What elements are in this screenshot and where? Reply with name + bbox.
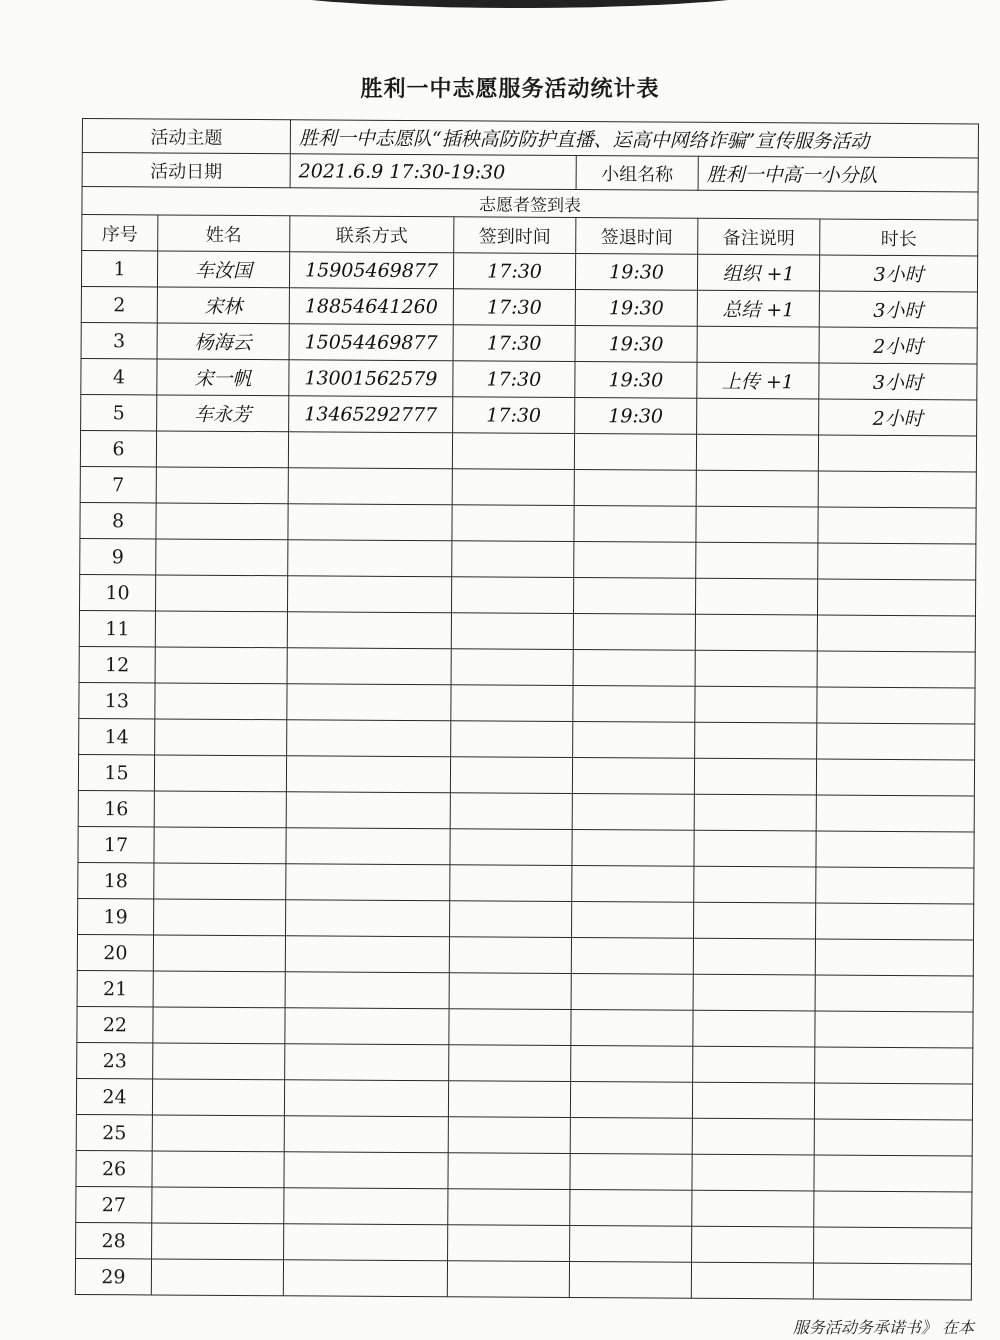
table-row [81, 286, 977, 327]
volunteer-phone [285, 972, 449, 1009]
volunteer-name [154, 863, 286, 900]
signin-time [450, 757, 572, 794]
signout-time [574, 506, 696, 543]
date-row [82, 153, 978, 192]
row-number: 15 [78, 754, 154, 790]
theme-value: 胜利一中志愿队“插秧高防防护直播、运高中网络诈骗”宣传服务活动 [290, 120, 978, 158]
volunteer-name [154, 791, 286, 828]
note [692, 1154, 814, 1191]
duration [815, 1011, 973, 1048]
table-row [80, 538, 976, 579]
signout-time [570, 1082, 692, 1119]
duration [816, 831, 974, 868]
row-number: 9 [80, 538, 156, 574]
volunteer-name [152, 1115, 284, 1152]
duration [818, 507, 976, 544]
table-row [79, 682, 975, 723]
column-header-row [82, 215, 978, 256]
row-number: 26 [76, 1150, 152, 1186]
table-row [78, 862, 974, 903]
col-header-contact: 联系方式 [290, 216, 454, 253]
signout-time [572, 866, 694, 903]
note [694, 758, 816, 795]
duration [814, 1227, 972, 1264]
signin-time [448, 1153, 570, 1190]
signin-time [451, 577, 573, 614]
signin-time [451, 685, 573, 722]
volunteer-name [154, 899, 286, 936]
row-number: 10 [79, 574, 155, 610]
note [695, 650, 817, 687]
duration [814, 1155, 972, 1192]
signout-time [572, 902, 694, 939]
volunteer-name [152, 1079, 284, 1116]
volunteer-name: 宋林 [157, 287, 289, 324]
signout-time [572, 794, 694, 831]
volunteer-phone [287, 612, 451, 649]
row-number: 20 [77, 934, 153, 970]
row-number: 13 [79, 682, 155, 718]
volunteer-phone [286, 756, 450, 793]
volunteer-phone [286, 900, 450, 937]
volunteer-phone [286, 864, 450, 901]
duration [817, 687, 975, 724]
note [695, 578, 817, 615]
signout-time [570, 1226, 692, 1263]
duration: 3小时 [819, 363, 977, 400]
note: 上传 +1 [697, 362, 819, 399]
table-row [79, 610, 975, 651]
table-row [81, 322, 977, 363]
signout-time [572, 830, 694, 867]
date-label: 活动日期 [82, 153, 290, 188]
row-number: 11 [79, 610, 155, 646]
signout-time [570, 1190, 692, 1227]
signout-time [574, 434, 696, 471]
note [696, 434, 818, 471]
row-number: 16 [78, 790, 154, 826]
signin-time [449, 1009, 571, 1046]
table-row [76, 1114, 972, 1155]
volunteer-name [155, 719, 287, 756]
note [693, 1010, 815, 1047]
duration [814, 1119, 972, 1156]
volunteer-name [155, 683, 287, 720]
table-row [77, 1042, 973, 1083]
row-number: 23 [77, 1042, 153, 1078]
volunteer-name [155, 647, 287, 684]
row-number: 4 [81, 358, 157, 394]
note [694, 902, 816, 939]
note [694, 866, 816, 903]
signin-time [449, 1045, 571, 1082]
duration [813, 1263, 971, 1300]
table-row [76, 1186, 972, 1227]
table-row [81, 394, 977, 435]
signout-time: 19:30 [575, 362, 697, 399]
volunteer-phone [288, 432, 452, 469]
row-number: 28 [76, 1222, 152, 1258]
col-header-name: 姓名 [158, 215, 290, 252]
volunteer-name [152, 1187, 284, 1224]
duration [814, 1191, 972, 1228]
volunteer-phone [287, 648, 451, 685]
note [692, 1226, 814, 1263]
table-row [78, 898, 974, 939]
volunteer-phone: 15905469877 [289, 252, 453, 289]
row-number: 3 [81, 322, 157, 358]
signin-time [452, 541, 574, 578]
table-row [80, 502, 976, 543]
table-row [77, 934, 973, 975]
col-header-no: 序号 [82, 215, 158, 251]
duration [815, 1047, 973, 1084]
note [692, 1118, 814, 1155]
row-number: 25 [76, 1114, 152, 1150]
row-number: 19 [78, 898, 154, 934]
duration [817, 723, 975, 760]
table-row [78, 754, 974, 795]
duration [815, 975, 973, 1012]
signout-time [570, 1154, 692, 1191]
note [695, 614, 817, 651]
signin-time [452, 433, 574, 470]
signout-time: 19:30 [575, 398, 697, 435]
volunteer-phone [284, 1080, 448, 1117]
signout-time [571, 1010, 693, 1047]
volunteer-name [155, 611, 287, 648]
note [693, 974, 815, 1011]
volunteer-name: 宋一帆 [157, 359, 289, 396]
note: 总结 +1 [697, 290, 819, 327]
row-number: 7 [80, 466, 156, 502]
row-number: 1 [81, 251, 157, 287]
volunteer-name: 杨海云 [157, 323, 289, 360]
signout-time [570, 1118, 692, 1155]
volunteer-phone [284, 1188, 448, 1225]
note [695, 722, 817, 759]
volunteer-name [153, 971, 285, 1008]
table-row [77, 1006, 973, 1047]
volunteer-name [156, 467, 288, 504]
signout-time [574, 470, 696, 507]
signin-time [451, 721, 573, 758]
signout-time [574, 542, 696, 579]
table-row [81, 251, 977, 292]
row-number: 18 [78, 862, 154, 898]
signin-time: 17:30 [453, 361, 575, 398]
signin-time [451, 649, 573, 686]
signout-time: 19:30 [575, 254, 697, 291]
duration: 2小时 [819, 399, 977, 436]
row-number: 5 [81, 394, 157, 430]
row-number: 17 [78, 826, 154, 862]
note [694, 830, 816, 867]
signin-time: 17:30 [453, 289, 575, 326]
volunteer-name [154, 755, 286, 792]
volunteer-name [152, 1151, 284, 1188]
note [696, 470, 818, 507]
volunteer-phone [288, 540, 452, 577]
table-row [75, 1258, 971, 1299]
row-number: 27 [76, 1186, 152, 1222]
volunteer-name [152, 1223, 284, 1260]
row-number: 6 [80, 430, 156, 466]
duration [818, 471, 976, 508]
volunteer-stats-table [75, 118, 979, 1300]
row-number: 21 [77, 970, 153, 1006]
volunteer-phone [287, 684, 451, 721]
volunteer-phone [286, 792, 450, 829]
volunteer-phone [284, 1224, 448, 1261]
signin-time [451, 613, 573, 650]
volunteer-phone: 13001562579 [289, 360, 453, 397]
duration [816, 867, 974, 904]
row-number: 29 [75, 1258, 151, 1294]
duration [816, 759, 974, 796]
volunteer-name [153, 1043, 285, 1080]
table-row [78, 826, 974, 867]
volunteer-name: 车汝国 [157, 251, 289, 288]
theme-label: 活动主题 [82, 119, 290, 154]
signin-time: 17:30 [453, 325, 575, 362]
signin-time: 17:30 [453, 253, 575, 290]
table-row [79, 574, 975, 615]
volunteer-name [156, 503, 288, 540]
group-label: 小组名称 [576, 156, 698, 191]
table-row [80, 466, 976, 507]
table-row [79, 646, 975, 687]
signout-time: 19:30 [575, 326, 697, 363]
volunteer-phone: 18854641260 [289, 288, 453, 325]
table-row [81, 358, 977, 399]
volunteer-name [154, 827, 286, 864]
volunteer-phone [287, 720, 451, 757]
table-row [76, 1150, 972, 1191]
volunteer-name [153, 1007, 285, 1044]
signout-time [572, 758, 694, 795]
note [693, 938, 815, 975]
duration: 2小时 [819, 327, 977, 364]
table-row [78, 790, 974, 831]
note: 组织 +1 [697, 254, 819, 291]
date-value: 2021.6.9 17:30-19:30 [290, 154, 576, 190]
volunteer-name [155, 575, 287, 612]
signin-time [448, 1081, 570, 1118]
volunteer-phone [286, 828, 450, 865]
note [692, 1082, 814, 1119]
signout-time [571, 938, 693, 975]
signin-time [450, 793, 572, 830]
note [693, 1046, 815, 1083]
signout-time [571, 974, 693, 1011]
note [695, 686, 817, 723]
duration [814, 1083, 972, 1120]
volunteer-name [156, 539, 288, 576]
duration [817, 615, 975, 652]
section-title: 志愿者签到表 [82, 187, 978, 220]
theme-row [82, 119, 978, 158]
signin-time [449, 973, 571, 1010]
row-number: 24 [76, 1078, 152, 1114]
volunteer-phone [288, 504, 452, 541]
page-edge-shadow [240, 0, 800, 8]
signout-time [573, 722, 695, 759]
volunteer-phone [283, 1260, 447, 1297]
note [696, 542, 818, 579]
signout-time: 19:30 [575, 290, 697, 327]
volunteer-phone: 13465292777 [289, 396, 453, 433]
signin-time [452, 469, 574, 506]
volunteer-name [153, 935, 285, 972]
duration [816, 795, 974, 832]
col-header-signin: 签到时间 [454, 217, 576, 254]
row-number: 12 [79, 646, 155, 682]
table-row [80, 430, 976, 471]
volunteer-phone [285, 936, 449, 973]
signin-time [450, 829, 572, 866]
signout-time [573, 614, 695, 651]
volunteer-phone [287, 576, 451, 613]
table-row [76, 1222, 972, 1263]
row-number: 8 [80, 502, 156, 538]
note [691, 1262, 813, 1299]
signin-time [448, 1189, 570, 1226]
signout-time [571, 1046, 693, 1083]
signin-time [450, 865, 572, 902]
group-value: 胜利一中高一小分队 [698, 156, 978, 192]
signout-time [569, 1261, 691, 1298]
duration [815, 903, 973, 940]
note [697, 398, 819, 435]
volunteer-phone [284, 1116, 448, 1153]
col-header-signout: 签退时间 [576, 218, 698, 255]
row-number: 14 [79, 718, 155, 754]
duration [818, 543, 976, 580]
signout-time [573, 650, 695, 687]
signin-time [447, 1261, 569, 1298]
signin-time [450, 901, 572, 938]
note [696, 506, 818, 543]
note [697, 326, 819, 363]
row-number: 22 [77, 1006, 153, 1042]
col-header-duration: 时长 [820, 219, 978, 256]
signin-time: 17:30 [453, 397, 575, 434]
row-number: 2 [81, 286, 157, 322]
signout-time [573, 686, 695, 723]
page-title: 胜利一中志愿服务活动统计表 [360, 77, 660, 102]
signin-time [449, 937, 571, 974]
table-row [79, 718, 975, 759]
volunteer-phone [285, 1044, 449, 1081]
duration [817, 579, 975, 616]
col-header-note: 备注说明 [698, 218, 820, 255]
volunteer-phone [288, 468, 452, 505]
signin-time [448, 1117, 570, 1154]
duration [815, 939, 973, 976]
volunteer-phone [285, 1008, 449, 1045]
duration: 3小时 [819, 291, 977, 328]
volunteer-name [151, 1259, 283, 1296]
volunteer-phone [284, 1152, 448, 1189]
volunteer-name: 车永芳 [157, 395, 289, 432]
duration: 3小时 [819, 255, 977, 292]
signin-time [448, 1225, 570, 1262]
duration [817, 651, 975, 688]
volunteer-phone: 15054469877 [289, 324, 453, 361]
table-row [77, 970, 973, 1011]
volunteer-name [156, 431, 288, 468]
signout-time [573, 578, 695, 615]
note [694, 794, 816, 831]
table-row [76, 1078, 972, 1119]
signin-time [452, 505, 574, 542]
note [692, 1190, 814, 1227]
duration [818, 435, 976, 472]
footer-text: 服务活动务承诺书》 在本 [792, 1318, 974, 1337]
